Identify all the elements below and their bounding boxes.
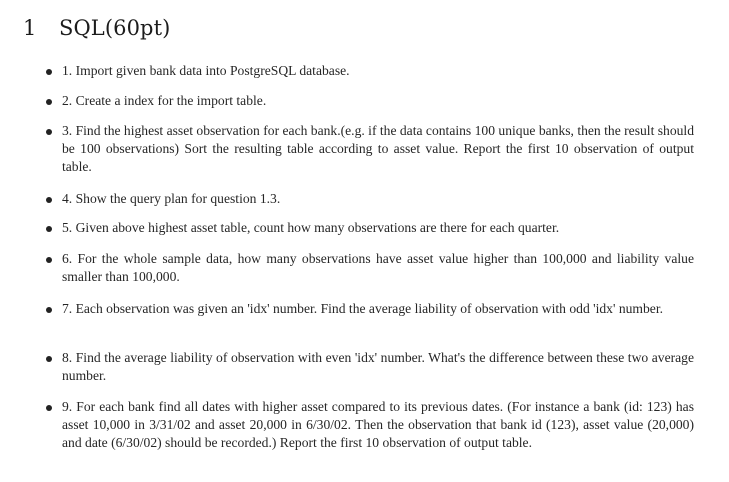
task-text: 8. Find the average liability of observation with even 'idx' number. What's the difference between these two average number. xyxy=(62,350,694,383)
list-item xyxy=(46,122,694,176)
list-item xyxy=(46,92,694,110)
section-title: SQL(60pt) xyxy=(59,16,171,40)
section-heading xyxy=(23,14,170,42)
list-item xyxy=(46,219,694,237)
list-item xyxy=(46,398,694,452)
task-text: 5. Given above highest asset table, count how many observations are there for each quarter. xyxy=(62,220,560,235)
task-text: 3. Find the highest asset observation for each bank.(e.g. if the data contains 100 unique banks, then the result should be 100 observations) Sort the resulting table according to asset value. Report the first 10 observation of output table. xyxy=(62,123,694,174)
task-text: 6. For the whole sample data, how many observations have asset value higher than 100,000 and liability value smaller than 100,000. xyxy=(62,251,694,284)
bullet-icon xyxy=(46,129,52,135)
bullet-icon xyxy=(46,99,52,105)
list-item xyxy=(46,349,694,385)
bullet-icon xyxy=(46,226,52,232)
task-text: 2. Create a index for the import table. xyxy=(62,93,267,108)
bullet-icon xyxy=(46,257,52,263)
list-item xyxy=(46,250,694,286)
bullet-icon xyxy=(46,69,52,75)
bullet-icon xyxy=(46,356,52,362)
bullet-icon xyxy=(46,197,52,203)
task-text: 7. Each observation was given an 'idx' number. Find the average liability of observation with odd 'idx' number. xyxy=(62,301,663,316)
task-text: 1. Import given bank data into PostgreSQL database. xyxy=(62,63,350,78)
bullet-icon xyxy=(46,405,52,411)
list-item xyxy=(46,190,694,208)
section-number: 1 xyxy=(23,16,37,40)
list-item xyxy=(46,62,694,80)
bullet-icon xyxy=(46,307,52,313)
task-text: 9. For each bank find all dates with higher asset compared to its previous dates. (For instance a bank (id: 123) has asset 10,000 in 3/31/02 and asset 20,000 in 6/30/02. Then the observation that bank id (123), asset value (20,000) and date (6/30/02) should be recorded.) Report the first 10 observation of output table. xyxy=(62,399,694,450)
task-text: 4. Show the query plan for question 1.3. xyxy=(62,191,281,206)
list-item xyxy=(46,300,694,318)
